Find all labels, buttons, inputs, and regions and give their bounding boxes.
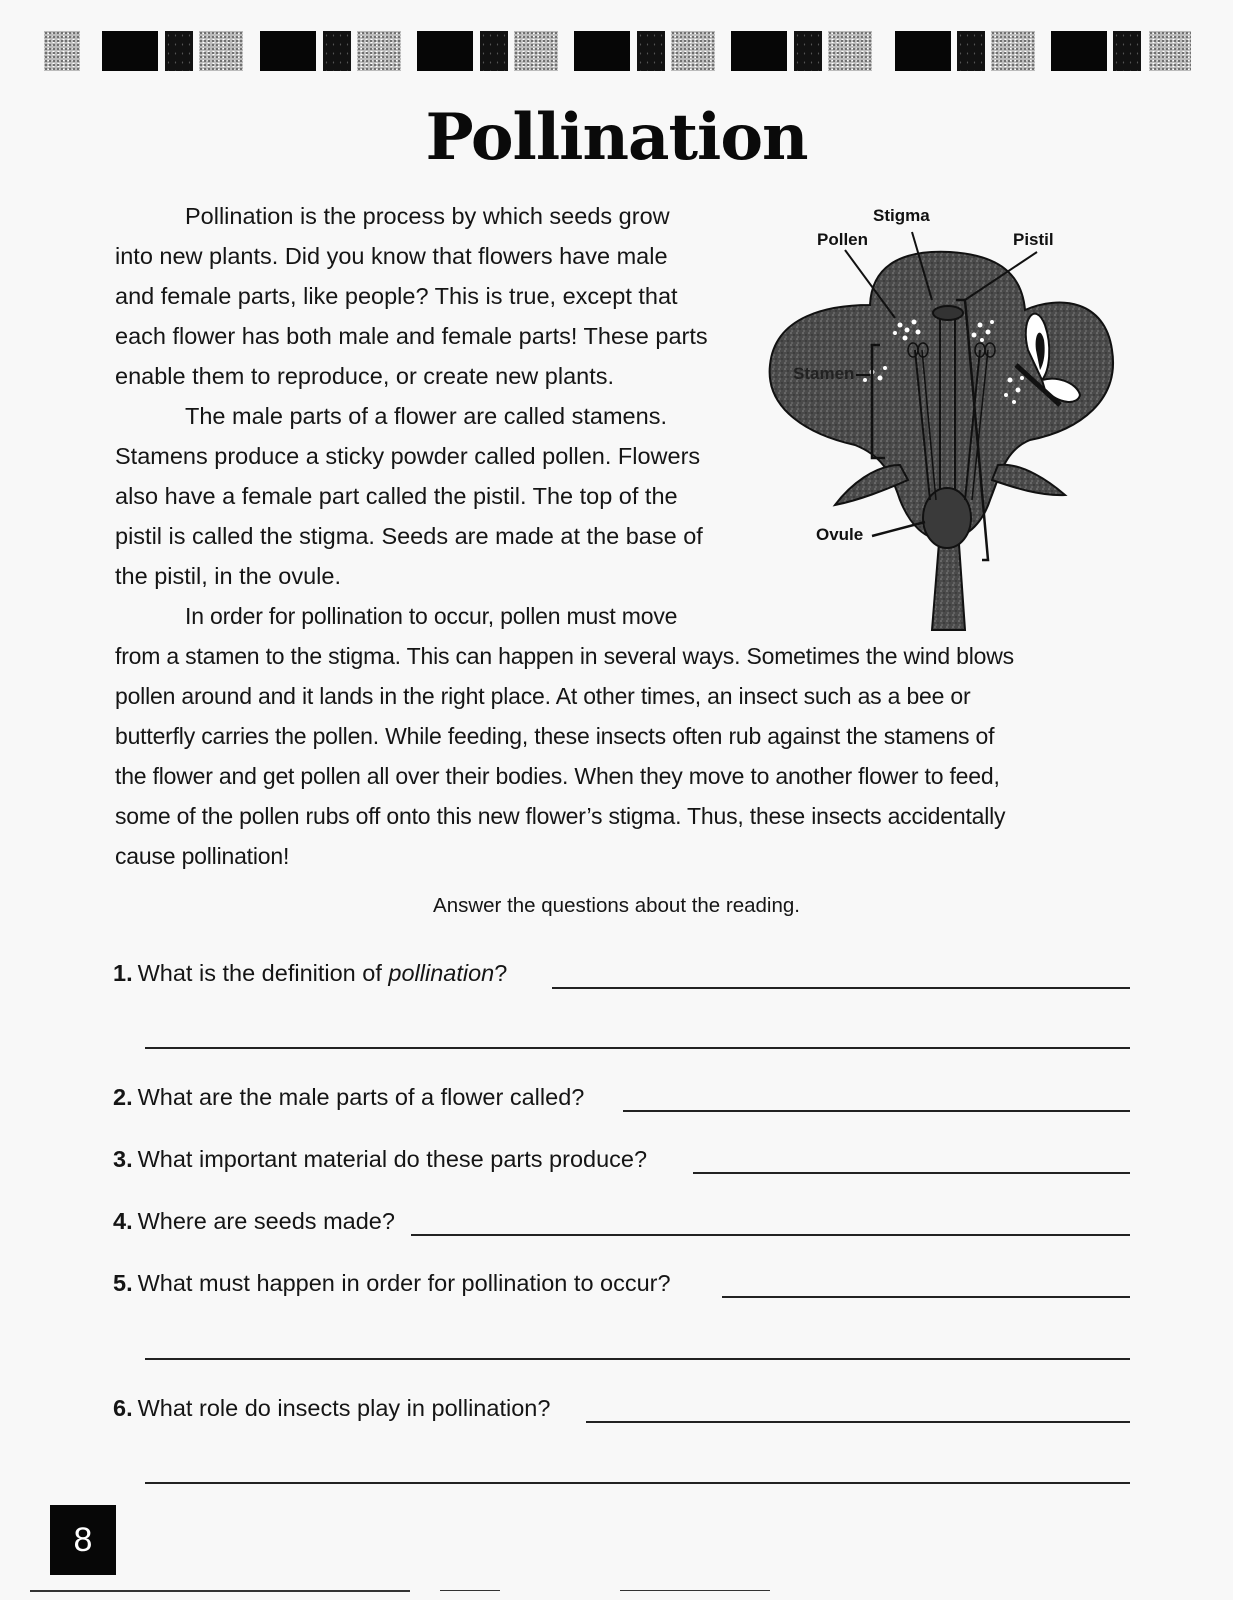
question-text: What must happen in order for pollination to occur? [137,1270,671,1296]
question-text-end: ? [494,960,508,986]
banner-block-gray [514,31,558,71]
bottom-rule [440,1590,500,1591]
decorative-banner [44,31,1194,71]
text-line: butterfly carries the pollen. While feeding, these insects often rub against the stamens of [115,723,995,749]
text-line: also have a female part called the pistil. The top of the [115,483,678,509]
stamen-label: Stamen [793,364,855,383]
ovule-label: Ovule [816,525,864,544]
text-line: pollen around and it lands in the right place. At other times, an insect such as a bee or [115,683,971,709]
question-text: What role do insects play in pollination? [137,1395,551,1421]
pistil-label: Pistil [1013,230,1054,249]
text-line: In order for pollination to occur, pollen must move [185,603,678,629]
question-3 [113,1146,647,1173]
text-line: Pollination is the process by which seeds grow [185,203,670,229]
question-2 [113,1084,584,1111]
banner-block-black [895,31,951,71]
banner-block-gray [991,31,1035,71]
page-title: Pollination [425,100,808,175]
banner-block-dark [165,31,193,71]
banner-block-black [417,31,473,71]
banner-block-dark [637,31,665,71]
text-line: enable them to reproduce, or create new plants. [115,363,615,389]
banner-block-dark [794,31,822,71]
text-line: The male parts of a flower are called stamens. [185,403,667,429]
answer-line-3[interactable] [693,1172,1130,1174]
flower-diagram [760,200,1130,640]
banner-block-black [731,31,787,71]
answer-line-1b[interactable] [145,1047,1130,1049]
page-number-badge: 8 [50,1505,116,1575]
banner-block-dark [1113,31,1141,71]
bottom-rule [30,1590,410,1592]
reading-paragraph-2 [115,396,703,596]
question-number: 5. [113,1270,133,1296]
banner-block-black [102,31,158,71]
reading-paragraph-1 [115,196,708,396]
banner-block-gray [199,31,243,71]
question-6 [113,1395,550,1422]
answer-line-1a[interactable] [552,987,1130,989]
text-line: each flower has both male and female parts! These parts [115,323,708,349]
banner-block-black [1051,31,1107,71]
banner-block-gray [828,31,872,71]
text-line: into new plants. Did you know that flowers have male [115,243,668,269]
question-number: 6. [113,1395,133,1421]
question-number: 2. [113,1084,133,1110]
text-line: Stamens produce a sticky powder called pollen. Flowers [115,443,701,469]
answer-line-6b[interactable] [145,1482,1130,1484]
question-number: 4. [113,1208,133,1234]
banner-block-dark [957,31,985,71]
bottom-rule [620,1590,770,1591]
banner-block-gray [44,31,80,71]
question-emphasis: pollination [388,960,495,986]
question-text: What is the definition of [137,960,389,986]
banner-block-gray [671,31,715,71]
question-text: Where are seeds made? [137,1208,395,1234]
text-line: from a stamen to the stigma. This can happen in several ways. Sometimes the wind blows [115,643,1014,669]
question-4 [113,1208,395,1235]
text-line: pistil is called the stigma. Seeds are made at the base of [115,523,703,549]
banner-block-dark [480,31,508,71]
answer-line-4[interactable] [411,1234,1130,1236]
banner-block-black [260,31,316,71]
question-text: What are the male parts of a flower called? [137,1084,585,1110]
answer-line-2[interactable] [623,1110,1130,1112]
banner-block-gray [1149,31,1191,71]
question-number: 3. [113,1146,133,1172]
text-line: some of the pollen rubs off onto this new flower’s stigma. Thus, these insects accidentally [115,803,1006,829]
pollen-label: Pollen [817,230,869,249]
banner-block-black [574,31,630,71]
question-5 [113,1270,671,1297]
question-1 [113,960,507,987]
worksheet-instructions: Answer the questions about the reading. [433,894,800,917]
answer-line-5a[interactable] [722,1296,1130,1298]
stigma-label: Stigma [873,206,930,225]
question-number: 1. [113,960,133,986]
text-line: and female parts, like people? This is true, except that [115,283,678,309]
banner-block-dark [323,31,351,71]
question-text: What important material do these parts produce? [137,1146,648,1172]
answer-line-6a[interactable] [586,1421,1130,1423]
text-line: cause pollination! [115,843,290,869]
answer-line-5b[interactable] [145,1358,1130,1360]
text-line: the pistil, in the ovule. [115,563,341,589]
text-line: the flower and get pollen all over their bodies. When they move to another flower to feed, [115,763,1000,789]
flower-illustration [760,200,1130,640]
banner-block-gray [357,31,401,71]
